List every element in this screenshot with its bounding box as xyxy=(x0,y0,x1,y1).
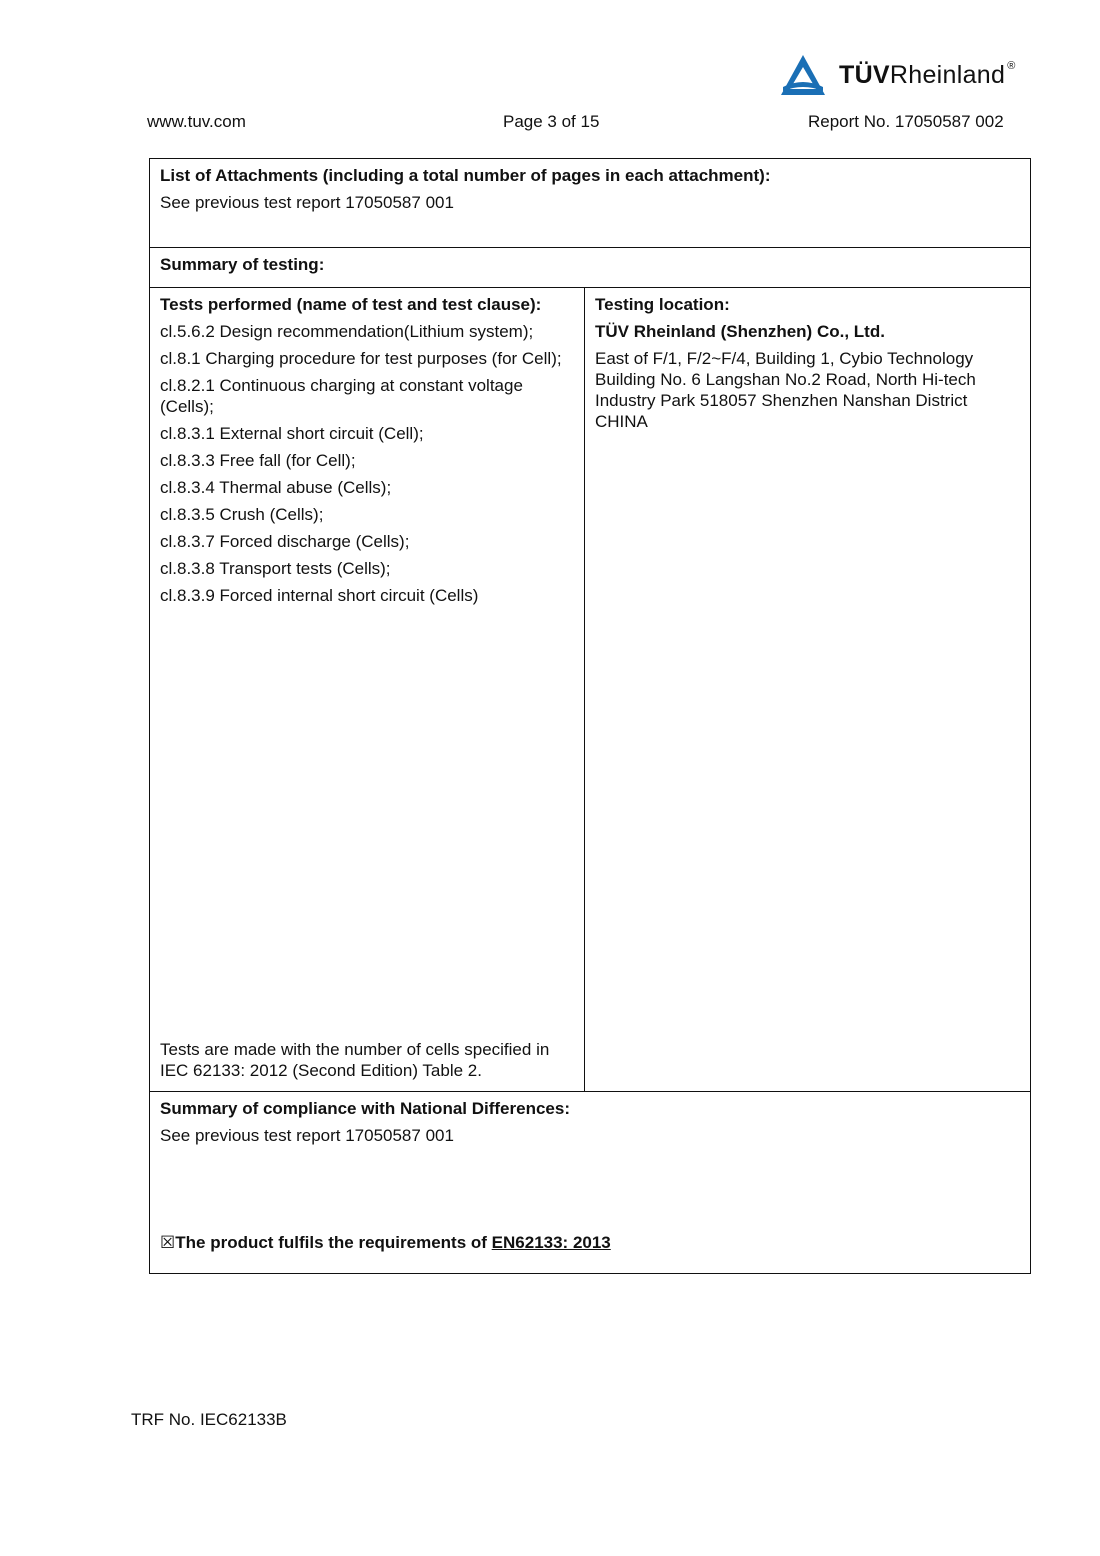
summary-title: Summary of testing: xyxy=(160,255,325,274)
test-item: cl.8.3.3 Free fall (for Cell); xyxy=(160,451,356,470)
checked-checkbox[interactable]: ☒ xyxy=(160,1233,176,1253)
test-item: cl.8.3.8 Transport tests (Cells); xyxy=(160,559,391,578)
logo-brand-rest: Rheinland xyxy=(889,60,1006,89)
trf-number: TRF No. IEC62133B xyxy=(131,1410,287,1429)
test-item: cl.8.3.7 Forced discharge (Cells); xyxy=(160,532,410,551)
test-item: cl.8.3.5 Crush (Cells); xyxy=(160,505,324,524)
test-item: cl.8.3.1 External short circuit (Cell); xyxy=(160,424,424,443)
national-differences-section xyxy=(150,1091,1030,1273)
test-item: cl.8.3.4 Thermal abuse (Cells); xyxy=(160,478,392,497)
location-company: TÜV Rheinland (Shenzhen) Co., Ltd. xyxy=(595,322,885,341)
attachments-text: See previous test report 17050587 001 xyxy=(160,193,454,212)
tests-location-row xyxy=(150,287,1030,1091)
tests-column xyxy=(150,288,585,1091)
report-table xyxy=(149,158,1031,1274)
summary-section xyxy=(150,247,1030,287)
registered-mark: ® xyxy=(1007,59,1016,72)
tuv-rheinland-logo xyxy=(779,52,1016,98)
website-link[interactable]: www.tuv.com xyxy=(147,112,246,131)
test-item: cl.8.3.9 Forced internal short circuit (Cells) xyxy=(160,586,479,605)
test-item: cl.8.2.1 Continuous charging at constant voltage (Cells); xyxy=(160,376,523,416)
tests-title: Tests performed (name of test and test clause): xyxy=(160,295,542,314)
test-item: cl.5.6.2 Design recommendation(Lithium system); xyxy=(160,322,534,341)
location-title: Testing location: xyxy=(595,295,730,314)
location-column xyxy=(585,288,1030,1091)
attachments-section xyxy=(150,159,1030,247)
tests-note: Tests are made with the number of cells specified in IEC 62133: 2012 (Second Edition) Table 2. xyxy=(160,1040,550,1080)
location-address: East of F/1, F/2~F/4, Building 1, Cybio Technology Building No. 6 Langshan No.2 Road, North Hi-tech Industry Park 518057 Shenzhen Nanshan District CHINA xyxy=(595,349,976,431)
fulfil-text: The product fulfils the requirements of xyxy=(175,1233,492,1252)
fulfil-statement xyxy=(160,1232,611,1254)
standard-reference: EN62133: 2013 xyxy=(491,1233,611,1252)
national-title: Summary of compliance with National Differences: xyxy=(160,1099,570,1118)
triangle-logo-icon xyxy=(779,53,827,97)
national-text: See previous test report 17050587 001 xyxy=(160,1126,454,1145)
page-number: Page 3 of 15 xyxy=(503,112,600,131)
report-number: Report No. 17050587 002 xyxy=(808,112,1004,131)
logo-wordmark xyxy=(839,59,1016,89)
test-item: cl.8.1 Charging procedure for test purposes (for Cell); xyxy=(160,349,562,368)
attachments-title: List of Attachments (including a total number of pages in each attachment): xyxy=(160,166,771,185)
logo-brand-bold: TÜV xyxy=(839,60,890,89)
